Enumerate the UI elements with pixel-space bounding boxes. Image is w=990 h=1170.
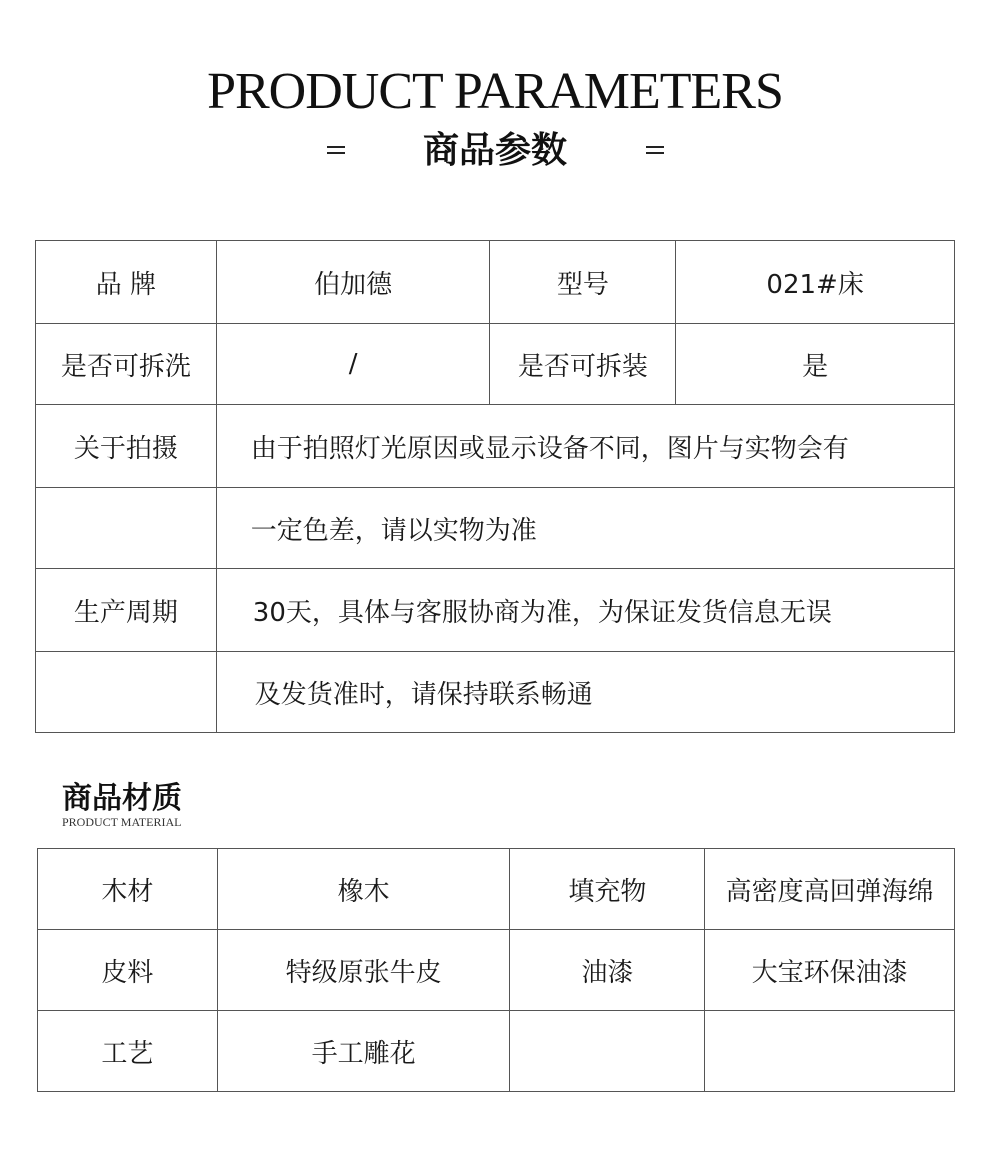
- photo-note-line2: 一定色差，请以实物为准: [216, 488, 954, 569]
- cycle-note-line2: 及发货准时，请保持联系畅通: [216, 652, 954, 733]
- cycle-note-line1: 30天，具体与客服协商为准，为保证发货信息无误: [216, 569, 954, 652]
- material-label: 填充物: [510, 849, 705, 930]
- double-dash-icon: [327, 145, 345, 155]
- page-title-english: PRODUCT PARAMETERS: [207, 63, 783, 120]
- material-label: 皮料: [38, 930, 218, 1011]
- table-row: [38, 1011, 955, 1092]
- param-label: 关于拍摄: [36, 405, 217, 488]
- empty-cell: [36, 652, 217, 733]
- empty-cell: [510, 1011, 705, 1092]
- param-value: 是: [676, 324, 955, 405]
- page-title-row: [0, 126, 990, 174]
- material-value: 大宝环保油漆: [705, 930, 955, 1011]
- table-row: [36, 324, 955, 405]
- material-section-subtitle: PRODUCT MATERIAL: [62, 815, 182, 829]
- empty-cell: [705, 1011, 955, 1092]
- material-value: 特级原张牛皮: [217, 930, 510, 1011]
- double-dash-icon: [646, 145, 664, 155]
- param-label: 是否可拆洗: [36, 324, 217, 405]
- material-section-title: 商品材质: [62, 781, 182, 816]
- table-row: [36, 488, 955, 569]
- page-title-chinese: 商品参数: [422, 129, 567, 171]
- product-material-table: [37, 848, 955, 1092]
- param-value: 伯加德: [216, 241, 490, 324]
- table-row: [36, 569, 955, 652]
- photo-note-line1: 由于拍照灯光原因或显示设备不同，图片与实物会有: [216, 405, 954, 488]
- param-label: 是否可拆装: [490, 324, 676, 405]
- material-label: 木材: [38, 849, 218, 930]
- table-row: [36, 652, 955, 733]
- product-parameters-table: [35, 240, 955, 733]
- material-label: 油漆: [510, 930, 705, 1011]
- empty-cell: [36, 488, 217, 569]
- param-label: 型号: [490, 241, 676, 324]
- table-row: [38, 930, 955, 1011]
- table-row: [38, 849, 955, 930]
- material-label: 工艺: [38, 1011, 218, 1092]
- table-row: [36, 241, 955, 324]
- material-value: 手工雕花: [217, 1011, 510, 1092]
- param-value: 021#床: [676, 241, 955, 324]
- param-label: 品 牌: [36, 241, 217, 324]
- material-value: 高密度高回弹海绵: [705, 849, 955, 930]
- param-value: /: [216, 324, 490, 405]
- table-row: [36, 405, 955, 488]
- material-value: 橡木: [217, 849, 510, 930]
- param-label: 生产周期: [36, 569, 217, 652]
